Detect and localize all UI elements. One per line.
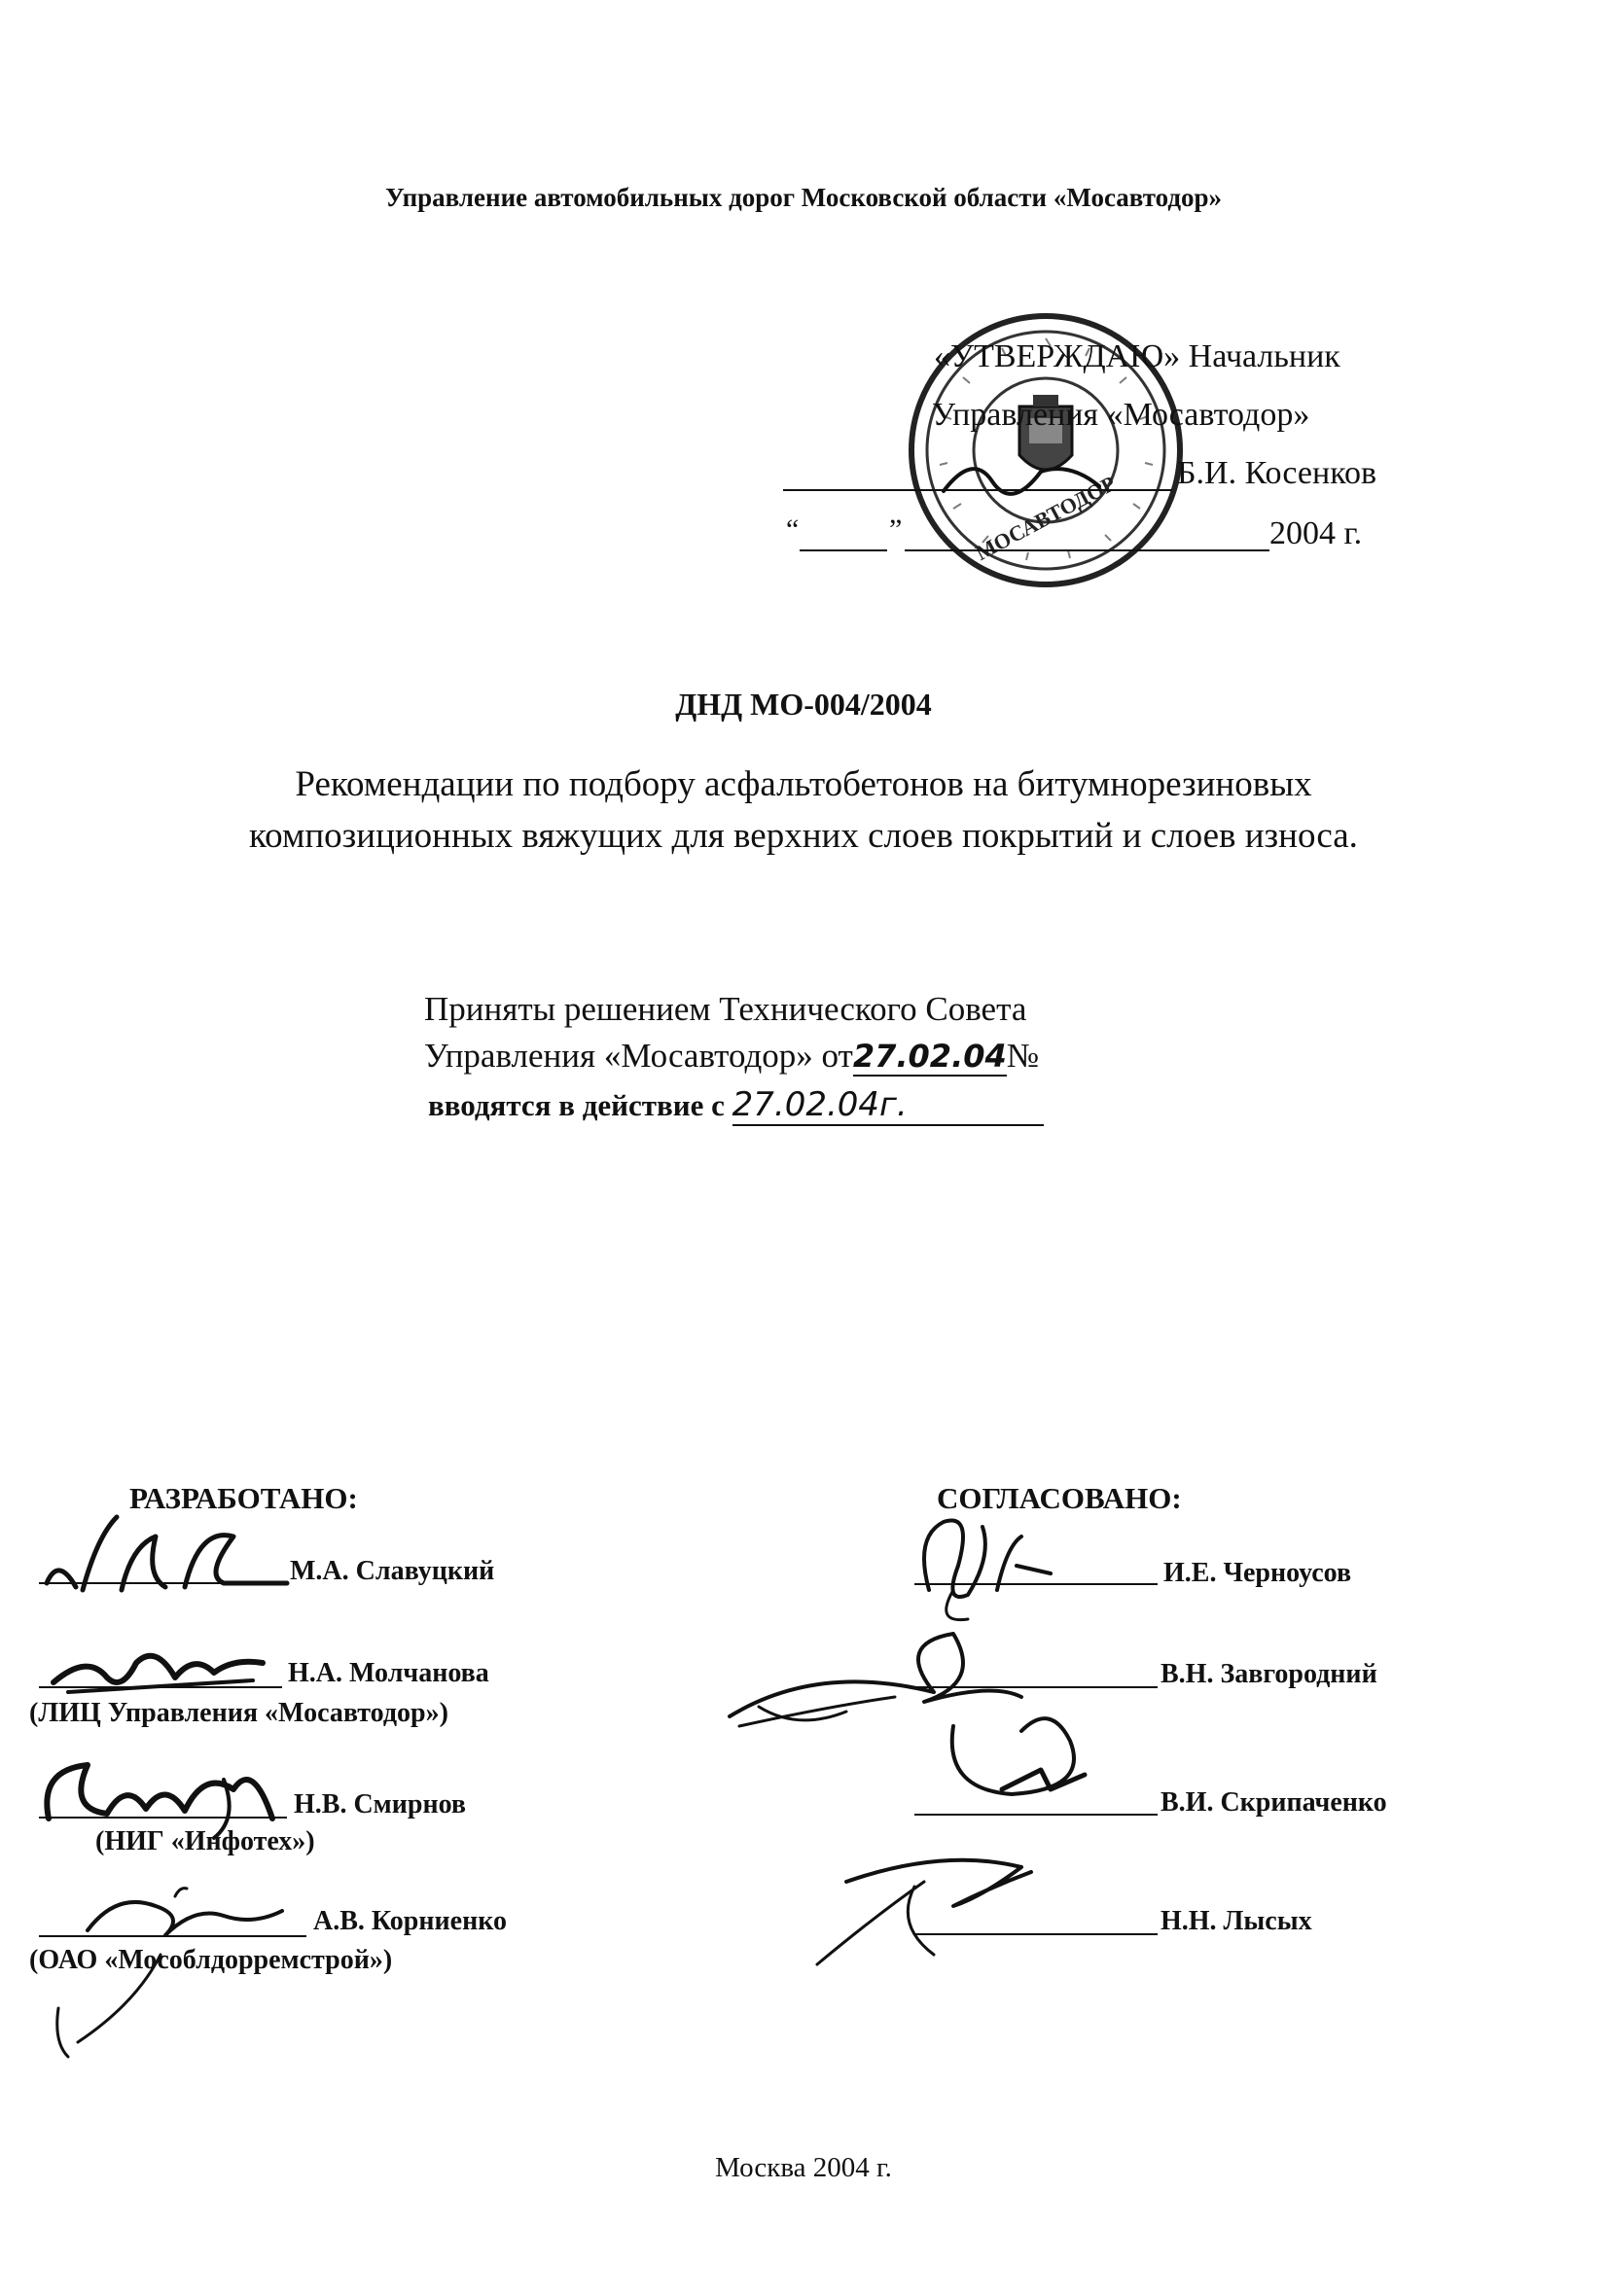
adoption-number-sign: № [1006, 1037, 1040, 1075]
approval-signature [934, 442, 1148, 511]
developer-name-3: Н.В. Смирнов [294, 1789, 467, 1819]
developer-org-3: (НИГ «Инфотех») [95, 1826, 315, 1856]
approval-line1: «УТВЕРЖДАЮ» Начальник [934, 338, 1340, 374]
organization-header: Управление автомобильных дорог Московской области «Мосавтодор» [385, 183, 1222, 212]
footer-city-year: Москва 2004 г. [715, 2152, 892, 2183]
approval-name: Б.И. Косенков [1177, 455, 1377, 491]
agreer-signatures [700, 1498, 1167, 2081]
approval-year: 2004 г. [1269, 515, 1363, 551]
adoption-line2 [424, 1037, 1039, 1076]
approval-line2: Управления «Мосавтодор» [932, 397, 1310, 433]
developer-org-2: (ЛИЦ Управления «Мосавтодор») [29, 1698, 448, 1728]
agreer-name-2: В.Н. Завгородний [1161, 1659, 1377, 1689]
developer-name-4: А.В. Корниенко [313, 1906, 507, 1936]
effective-handwritten-date: 27.02.04г. [732, 1085, 1044, 1126]
developer-name-2: Н.А. Молчанова [288, 1658, 489, 1688]
date-day-line [800, 549, 887, 551]
adoption-line3 [428, 1085, 1044, 1126]
document-title-line1: Рекомендации по подбору асфальтобетонов на битумнорезиновых [295, 764, 1312, 804]
document-title-line2: композиционных вяжущих для верхних слоев покрытий и слоев износа. [249, 816, 1358, 856]
developer-org-4: (ОАО «Мособлдорремстрой») [29, 1945, 393, 1975]
date-month-line [905, 549, 1269, 551]
adoption-handwritten-date: 27.02.04 [852, 1038, 1007, 1075]
adoption-line1: Приняты решением Технического Совета [424, 990, 1027, 1028]
agreer-name-1: И.Е. Черноусов [1163, 1558, 1352, 1588]
agreer-name-3: В.И. Скрипаченко [1161, 1787, 1387, 1818]
agreed-heading: СОГЛАСОВАНО: [937, 1481, 1182, 1515]
adoption-line3-prefix: вводятся в действие с [428, 1088, 725, 1122]
agreer-name-4: Н.Н. Лысых [1161, 1906, 1312, 1936]
adoption-line2-prefix: Управления «Мосавтодор» от [424, 1037, 853, 1075]
date-quote-close: ” [889, 513, 903, 546]
seal-text: МОСАВТОДОР [971, 471, 1120, 565]
developed-heading: РАЗРАБОТАНО: [129, 1481, 358, 1515]
document-code: ДНД МО-004/2004 [675, 687, 932, 722]
developer-signatures [29, 1498, 535, 2081]
date-quote-open: “ [786, 513, 800, 546]
developer-name-1: М.А. Славуцкий [290, 1556, 495, 1586]
